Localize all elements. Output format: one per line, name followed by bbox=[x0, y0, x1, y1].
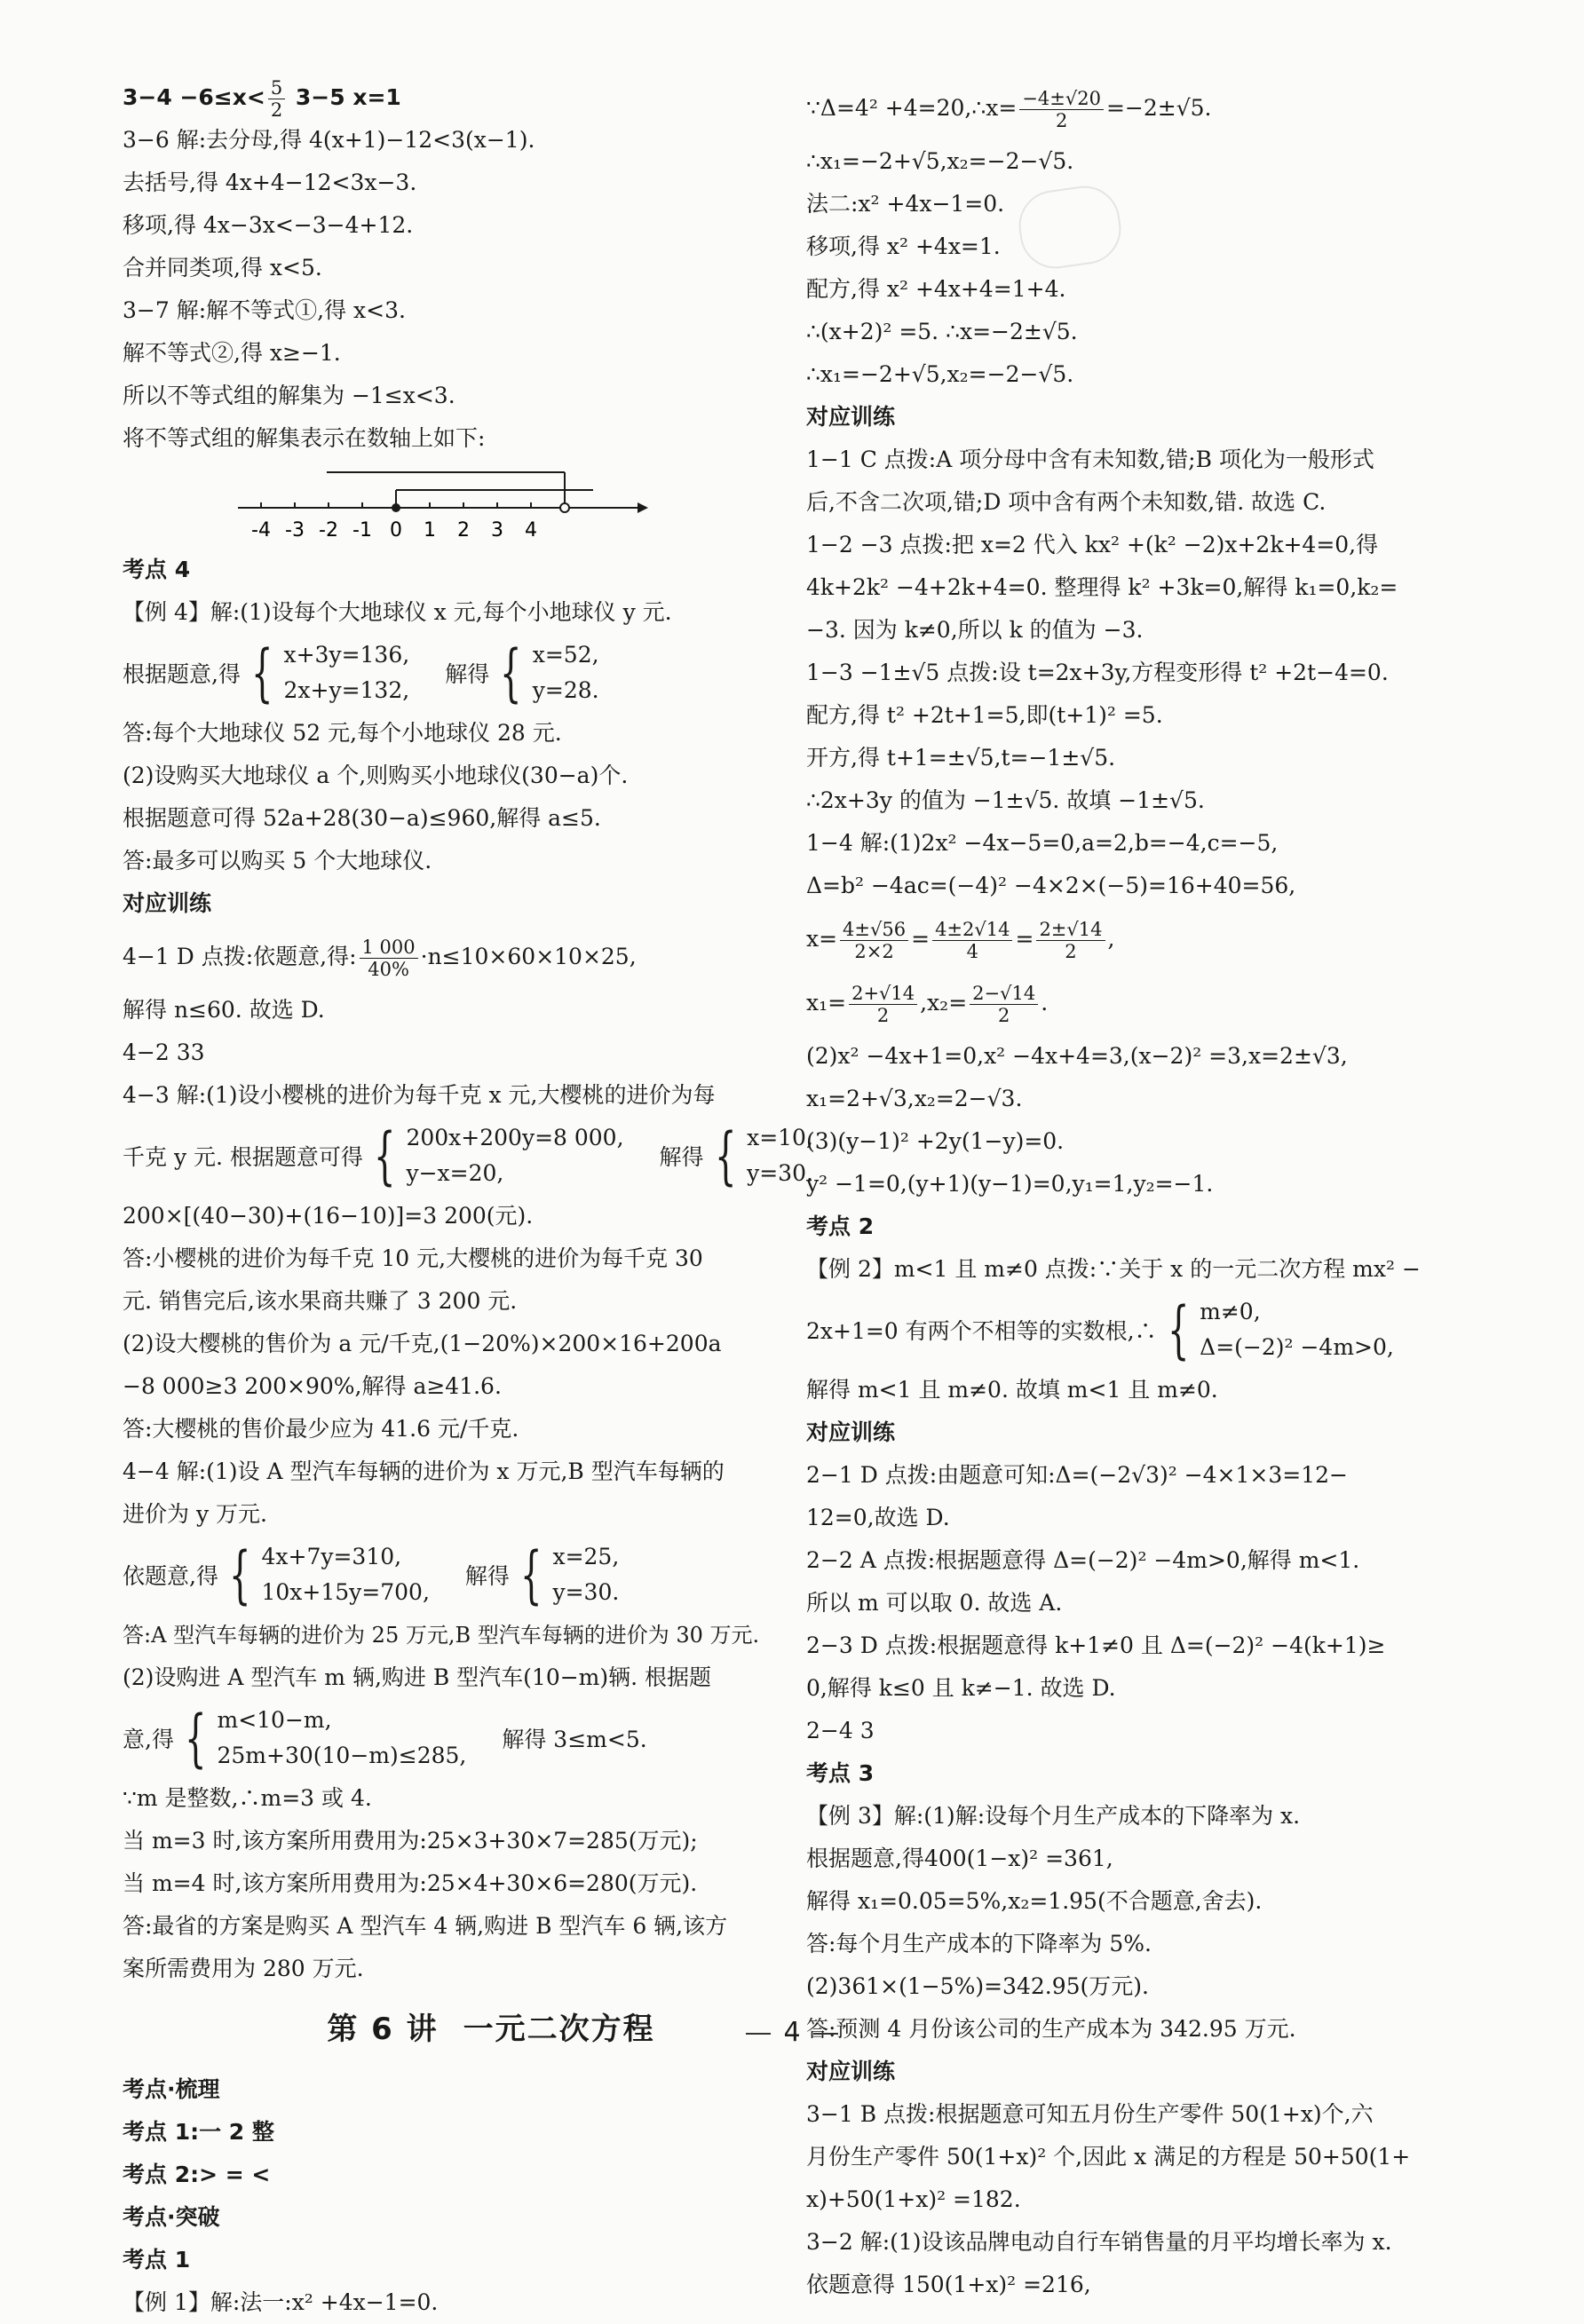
eq: 2x+y=132, bbox=[283, 677, 410, 703]
text-line: 答:每个大地球仪 52 元,每个小地球仪 28 元. bbox=[123, 720, 562, 746]
text: =−2±√5. bbox=[1105, 95, 1212, 121]
text-line: 进价为 y 万元. bbox=[123, 1501, 267, 1527]
fraction bbox=[840, 919, 908, 962]
numerator: 4±2√14 bbox=[932, 919, 1012, 941]
text-line: ∴x₁=−2+√5,x₂=−2−√5. bbox=[806, 361, 1074, 387]
text-line: 去括号,得 4x+4−12<3x−3. bbox=[123, 170, 417, 195]
text-line: 元. 销售完后,该水果商共赚了 3 200 元. bbox=[123, 1288, 518, 1314]
text-line: 答:小樱桃的进价为每千克 10 元,大樱桃的进价为每千克 30 bbox=[123, 1245, 703, 1271]
text-line: 12=0,故选 D. bbox=[806, 1505, 950, 1530]
text: 解得 3≤m<5. bbox=[502, 1727, 647, 1752]
fraction bbox=[849, 983, 917, 1026]
text-line: 1−3 −1±√5 点拨:设 t=2x+3y,方程变形得 t² +2t−4=0. bbox=[806, 660, 1389, 685]
text-line: 2−2 A 点拨:根据题意得 Δ=(−2)² −4m>0,解得 m<1. bbox=[806, 1547, 1360, 1573]
text: 解得 bbox=[445, 661, 490, 687]
brace: { bbox=[519, 1538, 543, 1611]
text: 解得 bbox=[464, 1563, 510, 1589]
eq: m<10−m, bbox=[217, 1707, 332, 1733]
text-line: 3−1 B 点拨:根据题意可知五月份生产零件 50(1+x)个,六 bbox=[806, 2101, 1374, 2127]
text-line: 【例 2】m<1 且 m≠0 点拨:∵关于 x 的一元二次方程 mx² − bbox=[806, 1256, 1421, 1282]
eq: x=25, bbox=[552, 1544, 620, 1569]
text-line: 答:最省的方案是购买 A 型汽车 4 辆,购进 B 型汽车 6 辆,该方 bbox=[123, 1913, 728, 1939]
text-line bbox=[806, 76, 1543, 140]
brace: { bbox=[1167, 1293, 1190, 1366]
text: 千克 y 元. 根据题意可得 bbox=[123, 1144, 363, 1170]
eq: y=28. bbox=[532, 677, 599, 703]
section-heading: 对应训练 bbox=[806, 2059, 896, 2084]
text-line: 答:每个月生产成本的下降率为 5%. bbox=[806, 1931, 1152, 1956]
text: x= bbox=[806, 926, 838, 952]
text: 依题意,得 bbox=[123, 1563, 218, 1589]
chapter-number: 第 6 讲 bbox=[327, 2012, 439, 2047]
answer-3-5: 3−5 x=1 bbox=[288, 84, 401, 110]
chapter-name: 一元二次方程 bbox=[463, 2012, 655, 2047]
text-line: 将不等式组的解集表示在数轴上如下: bbox=[123, 425, 486, 451]
system-lines bbox=[406, 1120, 623, 1191]
text-line: 根据题意可得 52a+28(30−a)≤960,解得 a≤5. bbox=[123, 805, 601, 831]
text: 根据题意,得 bbox=[123, 661, 241, 687]
fraction bbox=[360, 937, 418, 980]
text-line: 4−3 解:(1)设小樱桃的进价为每千克 x 元,大樱桃的进价为每 bbox=[123, 1082, 716, 1108]
text-line: (2)x² −4x+1=0,x² −4x+4=3,(x−2)² =3,x=2±√3, bbox=[806, 1043, 1348, 1069]
text-line: 解得 m<1 且 m≠0. 故填 m<1 且 m≠0. bbox=[806, 1377, 1218, 1403]
text-line: 3−6 解:去分母,得 4(x+1)−12<3(x−1). bbox=[123, 127, 535, 153]
text-line: 法二:x² +4x−1=0. bbox=[806, 191, 1005, 217]
system-lines bbox=[552, 1539, 619, 1610]
text-line: 200×[(40−30)+(16−10)]=3 200(元). bbox=[123, 1203, 534, 1229]
equation-system bbox=[123, 1699, 859, 1777]
eq: 200x+200y=8 000, bbox=[406, 1125, 624, 1150]
section-heading: 对应训练 bbox=[806, 1419, 896, 1445]
number-line-figure bbox=[238, 460, 664, 549]
eq: y=30. bbox=[747, 1160, 813, 1186]
eq: x=10, bbox=[747, 1125, 813, 1150]
system-lines bbox=[284, 637, 410, 708]
fraction bbox=[932, 919, 1012, 962]
numerator: 5 bbox=[268, 77, 285, 99]
eq: y=30. bbox=[552, 1579, 620, 1605]
eq: 25m+30(10−m)≤285, bbox=[217, 1743, 467, 1768]
text-line: (2)设大樱桃的售价为 a 元/千克,(1−20%)×200×16+200a bbox=[123, 1331, 722, 1356]
right-column bbox=[806, 76, 1543, 2306]
denominator: 2×2 bbox=[854, 941, 894, 962]
open-point bbox=[560, 503, 569, 512]
text-line: (2)361×(1−5%)=342.95(万元). bbox=[806, 1973, 1149, 1999]
text-line: 1−1 C 点拨:A 项分母中含有未知数,错;B 项化为一般形式 bbox=[806, 447, 1374, 472]
text-line: 1−2 −3 点拨:把 x=2 代入 kx² +(k² −2)x+2k+4=0,得 bbox=[806, 532, 1379, 557]
text-line: 考点 1:一 2 整 bbox=[123, 2119, 274, 2145]
text-line: 答:大樱桃的售价最少应为 41.6 元/千克. bbox=[123, 1416, 519, 1442]
text-line: 解得 n≤60. 故选 D. bbox=[123, 997, 325, 1023]
text-line: 当 m=4 时,该方案所用费用为:25×4+30×6=280(万元). bbox=[123, 1870, 698, 1896]
text-line: −8 000≥3 200×90%,解得 a≥41.6. bbox=[123, 1373, 502, 1399]
text-line: 月份生产零件 50(1+x)² 个,因此 x 满足的方程是 50+50(1+ bbox=[806, 2144, 1411, 2170]
numerator: 2−√14 bbox=[970, 983, 1038, 1005]
eq: 4x+7y=310, bbox=[261, 1544, 402, 1569]
axis-tick-label: -2 bbox=[319, 519, 338, 541]
text-line: 配方,得 x² +4x+4=1+4. bbox=[806, 276, 1066, 302]
brace: { bbox=[228, 1538, 251, 1611]
section-heading: 考点·梳理 bbox=[123, 2076, 220, 2102]
text-line: 配方,得 t² +2t+1=5,即(t+1)² =5. bbox=[806, 702, 1163, 728]
eq: m≠0, bbox=[1200, 1299, 1261, 1324]
eq: y−x=20, bbox=[406, 1160, 504, 1186]
text-line: 3−2 解:(1)设该品牌电动自行车销售量的月平均增长率为 x. bbox=[806, 2229, 1392, 2255]
axis-tick-label: 4 bbox=[525, 519, 537, 541]
brace: { bbox=[714, 1119, 737, 1192]
text-line: ∴x₁=−2+√5,x₂=−2−√5. bbox=[806, 148, 1074, 174]
text-line: 2−4 3 bbox=[806, 1718, 875, 1743]
text-line: ∴2x+3y 的值为 −1±√5. 故填 −1±√5. bbox=[806, 787, 1205, 813]
system-lines bbox=[533, 637, 599, 708]
axis-tick-label: 3 bbox=[491, 519, 503, 541]
text-line: x₁=2+√3,x₂=2−√3. bbox=[806, 1086, 1023, 1111]
fraction bbox=[970, 983, 1038, 1026]
denominator: 2 bbox=[1065, 941, 1077, 962]
text-line: 所以 m 可以取 0. 故选 A. bbox=[806, 1590, 1063, 1616]
text-line: 案所需费用为 280 万元. bbox=[123, 1956, 364, 1981]
text: 意,得 bbox=[123, 1727, 174, 1752]
text-line bbox=[123, 925, 859, 989]
denominator: 40% bbox=[368, 959, 409, 980]
text-line: x)+50(1+x)² =182. bbox=[806, 2186, 1021, 2212]
text-line: 后,不含二次项,错;D 项中含有两个未知数,错. 故选 C. bbox=[806, 489, 1327, 515]
section-heading: 考点 1 bbox=[123, 2247, 191, 2273]
text-line: −3. 因为 k≠0,所以 k 的值为 −3. bbox=[806, 617, 1144, 643]
text-line: 答:预测 4 月份该公司的生产成本为 342.95 万元. bbox=[806, 2016, 1296, 2042]
page-number: 4 bbox=[0, 2017, 1584, 2048]
equation-system bbox=[806, 1291, 1543, 1369]
brace: { bbox=[250, 636, 273, 709]
text-line: 【例 3】解:(1)解:设每个月生产成本的下降率为 x. bbox=[806, 1803, 1301, 1829]
text: ,x₂= bbox=[920, 990, 968, 1016]
text-line: 3−7 解:解不等式①,得 x<3. bbox=[123, 297, 406, 323]
text-line: y² −1=0,(y+1)(y−1)=0,y₁=1,y₂=−1. bbox=[806, 1171, 1214, 1197]
text: 解得 bbox=[659, 1144, 704, 1170]
text-line: 开方,得 t+1=±√5,t=−1±√5. bbox=[806, 745, 1116, 771]
axis-tick-label: -3 bbox=[285, 519, 305, 541]
brace: { bbox=[500, 636, 522, 709]
text-line: 【例 4】解:(1)设每个大地球仪 x 元,每个小地球仪 y 元. bbox=[123, 599, 672, 625]
axis-tick-label: 1 bbox=[424, 519, 436, 541]
brace: { bbox=[184, 1702, 207, 1775]
text-line: 根据题意,得400(1−x)² =361, bbox=[806, 1846, 1113, 1871]
text-line: 【例 1】解:法一:x² +4x−1=0. bbox=[123, 2289, 439, 2315]
text: ·n≤10×60×10×25, bbox=[420, 944, 637, 969]
numerator: 2+√14 bbox=[849, 983, 917, 1005]
text-line: 4k+2k² −4+2k+4=0. 整理得 k² +3k=0,解得 k₁=0,k₂= bbox=[806, 574, 1398, 600]
text-line: ∵m 是整数,∴m=3 或 4. bbox=[123, 1785, 372, 1811]
number-line bbox=[123, 460, 859, 549]
text-line: 合并同类项,得 x<5. bbox=[123, 255, 322, 281]
eq: x+3y=136, bbox=[283, 642, 410, 668]
fraction bbox=[1019, 88, 1104, 131]
axis-tick-label: -4 bbox=[251, 519, 271, 541]
text-line: 解不等式②,得 x≥−1. bbox=[123, 340, 341, 366]
text-line: ∴(x+2)² =5. ∴x=−2±√5. bbox=[806, 319, 1078, 344]
text: 2x+1=0 有两个不相等的实数根,∴ bbox=[806, 1318, 1157, 1344]
denominator: 2 bbox=[876, 1005, 890, 1026]
text-line: 移项,得 4x−3x<−3−4+12. bbox=[123, 212, 414, 238]
text-line: 答:A 型汽车每辆的进价为 25 万元,B 型汽车每辆的进价为 30 万元. bbox=[123, 1623, 760, 1648]
section-heading: 对应训练 bbox=[123, 890, 212, 916]
text-line: 当 m=3 时,该方案所用费用为:25×3+30×7=285(万元); bbox=[123, 1828, 698, 1854]
text-line: Δ=b² −4ac=(−4)² −4×2×(−5)=16+40=56, bbox=[806, 873, 1296, 898]
text-line: 4−2 33 bbox=[123, 1039, 205, 1065]
numerator: 2±√14 bbox=[1036, 919, 1105, 941]
text: ∵Δ=4² +4=20,∴x= bbox=[806, 95, 1018, 121]
axis-tick-label: 0 bbox=[390, 519, 402, 541]
text-line: 4−4 解:(1)设 A 型汽车每辆的进价为 x 万元,B 型汽车每辆的 bbox=[123, 1458, 725, 1484]
equation-system bbox=[123, 634, 859, 712]
equation-system bbox=[123, 1536, 859, 1614]
text: x₁= bbox=[806, 990, 847, 1016]
text: 4−1 D 点拨:依题意,得: bbox=[123, 944, 357, 969]
text-line: 0,解得 k≤0 且 k≠−1. 故选 D. bbox=[806, 1675, 1116, 1701]
numerator: 4±√56 bbox=[840, 919, 908, 941]
section-heading: 考点 2 bbox=[806, 1213, 875, 1239]
answer-3-4: 3−4 −6≤x< bbox=[123, 84, 265, 110]
denominator: 2 bbox=[270, 99, 283, 119]
text-line: (3)(y−1)² +2y(1−y)=0. bbox=[806, 1128, 1065, 1154]
text-line: 依题意得 150(1+x)² =216, bbox=[806, 2272, 1091, 2297]
numerator: 1 000 bbox=[360, 937, 418, 959]
text-line: 1−4 解:(1)2x² −4x−5=0,a=2,b=−4,c=−5, bbox=[806, 830, 1279, 856]
text-line: (2)设购买大地球仪 a 个,则购买小地球仪(30−a)个. bbox=[123, 763, 629, 788]
text-line: (2)设购进 A 型汽车 m 辆,购进 B 型汽车(10−m)辆. 根据题 bbox=[123, 1664, 712, 1690]
section-heading: 考点·突破 bbox=[123, 2204, 220, 2230]
denominator: 2 bbox=[1055, 110, 1068, 131]
fraction bbox=[268, 77, 285, 119]
left-column bbox=[123, 76, 859, 2324]
text-line: 移项,得 x² +4x=1. bbox=[806, 233, 1001, 259]
axis-tick-label: 2 bbox=[457, 519, 470, 541]
system-lines bbox=[262, 1539, 430, 1610]
section-heading: 考点 4 bbox=[123, 557, 191, 582]
eq: 10x+15y=700, bbox=[261, 1579, 430, 1605]
text-line: 答:最多可以购买 5 个大地球仪. bbox=[123, 848, 432, 873]
section-heading: 考点 3 bbox=[806, 1760, 875, 1786]
fraction bbox=[1036, 919, 1105, 962]
text-line: x₁= $\frac{2+√14}{2}$ ,x₂= $\frac{2-√14}{2}$ . bbox=[806, 983, 1049, 1026]
eq: Δ=(−2)² −4m>0, bbox=[1200, 1334, 1394, 1360]
text-line: 2−1 D 点拨:由题意可知:Δ=(−2√3)² −4×1×3=12− bbox=[806, 1462, 1348, 1488]
system-lines bbox=[747, 1120, 813, 1191]
equation-system bbox=[123, 1117, 859, 1195]
eq: x=52, bbox=[532, 642, 599, 668]
text-line bbox=[123, 76, 859, 119]
denominator: 4 bbox=[966, 941, 978, 962]
text-line: 解得 x₁=0.05=5%,x₂=1.95(不合题意,舍去). bbox=[806, 1888, 1263, 1914]
text-line: x= $\frac{4\pm√56}{2\times 2}$ = $\frac{4\pm 2√14}{4}$ = $\frac{2\pm√14}{2}$ , bbox=[806, 919, 1115, 962]
text-line: 考点 2:> = < bbox=[123, 2162, 271, 2187]
system-lines bbox=[1200, 1294, 1394, 1365]
section-heading: 对应训练 bbox=[806, 404, 896, 430]
system-lines bbox=[218, 1703, 467, 1774]
denominator: 2 bbox=[998, 1005, 1010, 1026]
brace: { bbox=[373, 1119, 396, 1192]
text-line: 2−3 D 点拨:根据题意得 k+1≠0 且 Δ=(−2)² −4(k+1)≥ bbox=[806, 1632, 1386, 1658]
axis-arrow bbox=[638, 502, 648, 513]
axis-tick-label: -1 bbox=[352, 519, 372, 541]
numerator: −4±√20 bbox=[1019, 88, 1104, 110]
text-line: 所以不等式组的解集为 −1≤x<3. bbox=[123, 383, 455, 408]
